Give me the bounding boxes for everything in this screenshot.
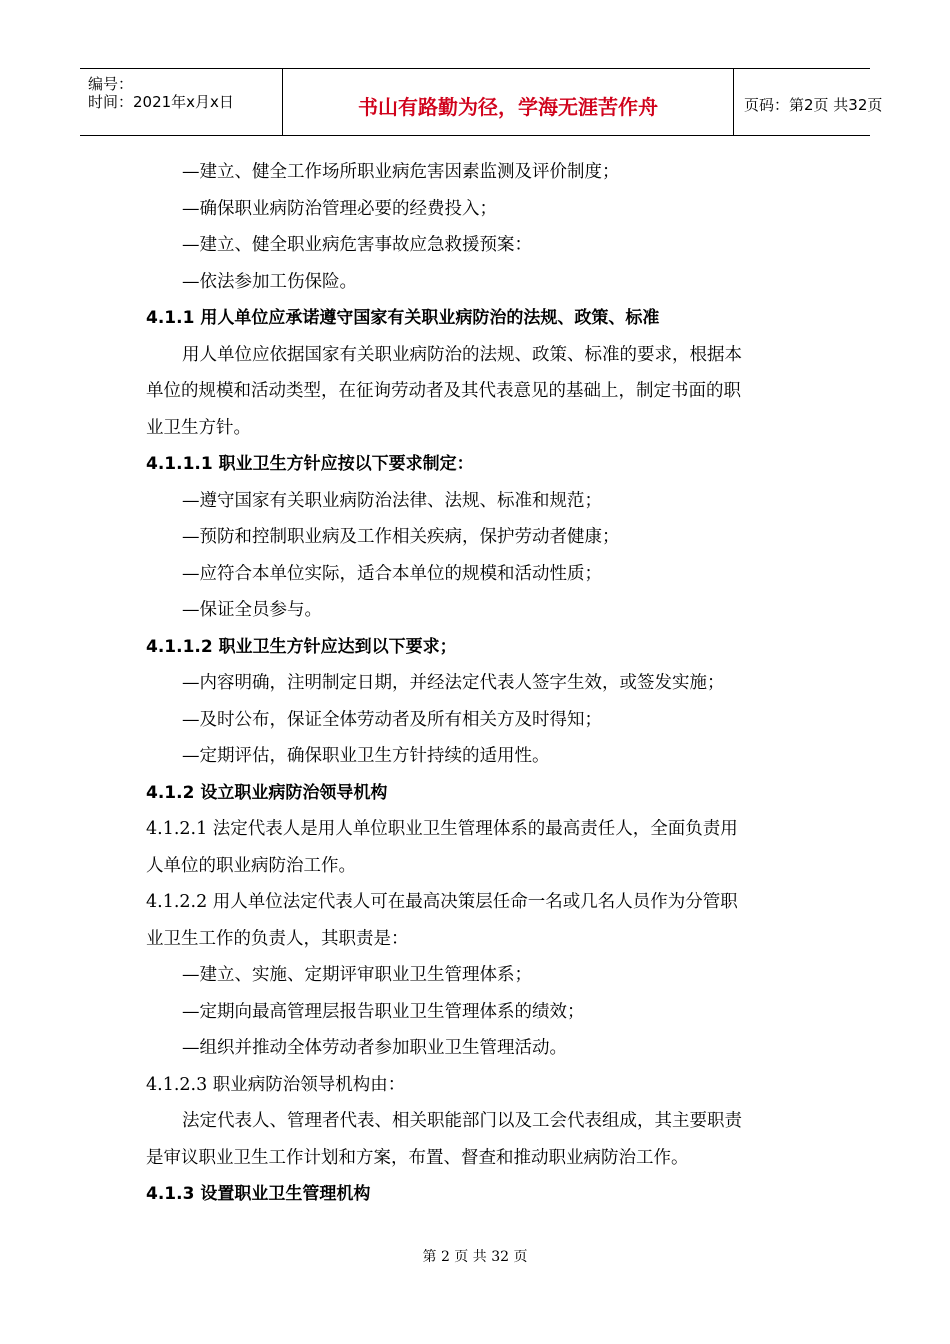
- section-heading-4-1-1: 4.1.1 用人单位应承诺遵守国家有关职业病防治的法规、政策、标准: [146, 308, 660, 328]
- bullet-line: —建立、实施、定期评审职业卫生管理体系；: [182, 965, 532, 985]
- bullet-line: —保证全员参与。: [182, 600, 322, 620]
- bullet-line: —依法参加工伤保险。: [182, 271, 357, 292]
- bullet-line: —定期向最高管理层报告职业卫生管理体系的绩效；: [182, 1001, 585, 1022]
- bullet-line: —及时公布，保证全体劳动者及所有相关方及时得知；: [182, 709, 602, 730]
- bullet-line: —确保职业病防治管理必要的经费投入；: [182, 198, 497, 219]
- bullet-line: —组织并推动全体劳动者参加职业卫生管理活动。: [182, 1038, 567, 1058]
- paragraph-line: 业卫生方针。: [146, 417, 251, 438]
- clause-4-1-2-3: 4.1.2.3 职业病防治领导机构由：: [146, 1074, 406, 1095]
- section-heading-4-1-1-2: 4.1.1.2 职业卫生方针应达到以下要求；: [146, 636, 457, 657]
- paragraph-line: 单位的规模和活动类型，在征询劳动者及其代表意见的基础上，制定书面的职: [146, 381, 741, 401]
- paragraph-line: 用人单位应依据国家有关职业病防治的法规、政策、标准的要求，根据本: [182, 344, 742, 365]
- bullet-line: —遵守国家有关职业病防治法律、法规、标准和规范；: [182, 490, 602, 511]
- document-body: [146, 154, 806, 1213]
- clause-4-1-2-1: 4.1.2.1 法定代表人是用人单位职业卫生管理体系的最高责任人，全面负责用: [146, 819, 738, 839]
- section-heading-4-1-1-1: 4.1.1.1 职业卫生方针应按以下要求制定：: [146, 454, 474, 474]
- bullet-line: —内容明确，注明制定日期，并经法定代表人签字生效，或签发实施；: [182, 673, 725, 693]
- bullet-line: —建立、健全工作场所职业病危害因素监测及评价制度；: [182, 162, 620, 182]
- header-page-info: 页码：第2页 共32页: [744, 95, 883, 114]
- bullet-line: —建立、健全职业病危害事故应急救援预案：: [182, 235, 532, 255]
- header-motto: 书山有路勤为径，学海无涯苦作舟: [282, 69, 734, 135]
- bullet-line: —预防和控制职业病及工作相关疾病，保护劳动者健康；: [182, 527, 620, 547]
- document-number-label: 编号：: [88, 75, 134, 93]
- paragraph-line: 业卫生工作的负责人，其职责是：: [146, 928, 409, 949]
- paragraph-line: 是审议职业卫生工作计划和方案，布置、督查和推动职业病防治工作。: [146, 1147, 689, 1168]
- bullet-line: —应符合本单位实际，适合本单位的规模和活动性质；: [182, 563, 602, 584]
- page-footer: 第 2 页 共 32 页: [422, 1249, 528, 1265]
- section-heading-4-1-3: 4.1.3 设置职业卫生管理机构: [146, 1184, 371, 1204]
- bullet-line: —定期评估，确保职业卫生方针持续的适用性。: [182, 746, 550, 766]
- header-meta: [80, 69, 282, 135]
- clause-4-1-2-2: 4.1.2.2 用人单位法定代表人可在最高决策层任命一名或几名人员作为分管职: [146, 892, 738, 912]
- page-header: [80, 68, 883, 136]
- paragraph-line: 人单位的职业病防治工作。: [146, 855, 356, 876]
- paragraph-line: 法定代表人、管理者代表、相关职能部门以及工会代表组成，其主要职责: [182, 1111, 742, 1131]
- document-date: 时间：2021年x月x日: [88, 93, 234, 111]
- section-heading-4-1-2: 4.1.2 设立职业病防治领导机构: [146, 782, 388, 803]
